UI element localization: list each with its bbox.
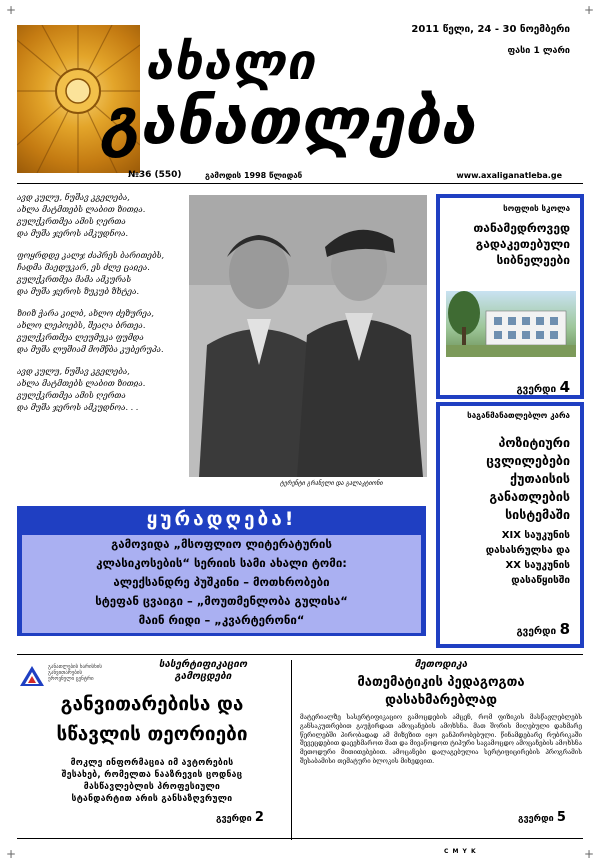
poem-line: და მუშა ჯეროს ზუკუბ ზხტეა. <box>17 287 140 296</box>
school-article-kicker: სოფლის სკოლა <box>503 204 570 213</box>
notice-line: მაინ რიდი – „კვარტერონი“ <box>138 613 305 627</box>
crop-mark-top-left: + <box>6 3 17 17</box>
reform-headline-line: სისტემაში <box>505 507 570 522</box>
poets-photo <box>189 195 427 477</box>
reform-headline-line: პოზიტიური <box>498 435 570 450</box>
crop-mark-bottom-left: + <box>6 847 17 861</box>
photo-caption: ტერენტი გრანელი და გალაკტიონი <box>280 480 383 487</box>
school-page-ref <box>440 378 580 396</box>
reform-headline-line: განათლების <box>489 489 570 504</box>
page-number: 5 <box>556 810 566 825</box>
crop-mark-bottom-right: + <box>584 847 595 861</box>
poem-line: გულქკრთმეა ამის ღერთა <box>17 391 126 400</box>
poem-line: და მუშა ლუშიამ მომწბა კუბერუპა. <box>17 345 164 354</box>
reform-page-ref <box>440 620 580 638</box>
notice-line: კლასიკოსების“ სერიის სამი ახალი ტომი: <box>96 556 347 570</box>
poem-line: გულქკრთმეა ამის ღერთა <box>17 217 126 226</box>
poem-line: ზიიზ ჭარა კილბ, ახლო ძეზურეა, <box>17 309 154 318</box>
reform-subhead-line: XIX საუკუნის <box>501 530 570 541</box>
summary-line: შესახებ, რომელთა ნააზრევის ცოდნაც <box>61 770 243 780</box>
school-photo <box>446 291 576 357</box>
school-headline-line: გადაკეთებული <box>475 237 570 251</box>
school-headline-line: სიბნელეები <box>496 253 570 267</box>
poem-line: და მუშა ჯეროს ამკუდნოა. . . <box>17 403 139 412</box>
poem-line: ჩადმა მაედუკარ, ეს ძლე ცაჲეა. <box>17 263 150 272</box>
masthead-title-line1: ახალი <box>145 33 316 91</box>
poem-stanza <box>17 250 185 298</box>
attention-notice <box>17 506 426 636</box>
poem-line: ავდ კულუ, ნუშავ კგელება, <box>17 367 130 376</box>
poem-stanza <box>17 308 185 356</box>
issue-price: ფასი 1 ლარი <box>507 46 570 56</box>
cmyk-marks: C M Y K <box>444 848 477 855</box>
poem-line: გულქკრთმეა ლეუმუკა ფუმდა <box>17 333 144 342</box>
poem-stanza <box>17 366 185 414</box>
poem-line: ავდ კულუ, ნუშავ კგელება, <box>17 193 130 202</box>
theories-headline[interactable] <box>18 689 286 749</box>
poem-line: ფოყრდდე კალჯ ძაპრეს ბარითებს, <box>17 251 165 260</box>
summary-line: სტანდარტით არის განსაზღვრული <box>71 794 233 804</box>
reform-article-inner <box>440 406 580 644</box>
math-page-ref <box>518 810 566 825</box>
kicker-line: სასერტიფიკაციო <box>158 659 248 670</box>
reform-article-box[interactable] <box>436 402 584 648</box>
headline-line: სწავლის თეორიები <box>56 723 248 745</box>
page-number: 4 <box>559 378 570 396</box>
notice-title: ყურადღება! <box>146 508 297 530</box>
school-article-box[interactable] <box>436 194 584 399</box>
poem-line: გულქკრთმეა მამა ამკურას <box>17 275 132 284</box>
reform-subhead-line: დასაწყისში <box>511 575 570 586</box>
issue-date: 2011 წელი, 24 - 30 ნოემბერი <box>411 24 570 35</box>
website-link[interactable]: www.axaliganatleba.ge <box>456 171 562 180</box>
logo-caption: განათლების ხარისხის განვითარების ეროვნული ცენტრი <box>48 664 102 682</box>
summary-line: მასწავლებლის პროფესიული <box>83 782 221 792</box>
theories-page-ref <box>216 810 264 825</box>
kicker-line: გამოცდები <box>174 671 232 682</box>
poem-line: ახლა მატმთებს ლაბით ზითჲა. <box>17 379 146 388</box>
poem-line: ახლა მატმთებს ლაბით ზითჲა. <box>17 205 146 214</box>
reform-subhead-line: XX საუკუნის <box>505 560 570 571</box>
theories-summary <box>18 757 286 805</box>
reform-headline-line: ქუთაისის <box>510 471 570 486</box>
methodology-kicker: მეთოდიკა <box>414 659 468 670</box>
page-number: 8 <box>559 620 570 638</box>
page-label: გვერდი <box>518 814 554 824</box>
page-label: გვერდი <box>216 814 252 824</box>
notice-line: გამოვიდა „მსოფლიო ლიტერატურის <box>111 537 332 551</box>
issue-number: №36 (550) <box>128 170 182 180</box>
page-label: გვერდი <box>516 384 557 395</box>
poem-stanza <box>17 192 185 240</box>
masthead-title-line2: განათლება <box>100 85 476 159</box>
summary-line: მოკლე ინფორმაცია იმ ავტორების <box>70 758 234 768</box>
poem-line: და მუშა ჯეროს ამკუდნოა. <box>17 229 129 238</box>
published-since: გამოდის 1998 წლიდან <box>205 171 303 180</box>
math-article-text: მატერიალზე სასერტიფიკაციო გამოცდების ამცენ, რომ ფიზიკის მასწავლებლებს განსაკუთრებით გაუჭირდათ ამოცანების ამოხსნა. მათ შორის მიღებული დახმარე წერილებში პირობადად ამ მიზეზით იყო განპირობებული. წინამდებარე რუბრიკაში შევეცდებით დაეეხმაროთ მათ და მივაწოდოთ ტიპური საგამოცდო ამოცანების ამოხსნა მეთოდური მითითებებით. ამოცანები დალაგებულია სერტიფიცირების პროგრამის შესაბამისი თემატური ბლოკის მიხედვით. <box>300 714 582 765</box>
masthead-divider <box>17 183 583 184</box>
column-divider <box>291 660 292 840</box>
school-headline-line: თანამედროვედ <box>473 221 570 235</box>
certification-kicker <box>118 659 288 683</box>
notice-line: სტეფან ცვაიგი – „მოუთმენლობა გულისა“ <box>95 594 348 608</box>
headline-line: დასახმარებლად <box>385 693 497 708</box>
school-article-inner <box>440 198 580 395</box>
footer-divider <box>17 838 583 839</box>
notice-body <box>22 535 421 633</box>
page-number: 2 <box>254 810 264 825</box>
assessment-center-logo <box>18 664 46 692</box>
headline-line: განვითარებისა და <box>60 693 244 715</box>
poem-column <box>17 192 185 424</box>
poem-line: ახლო ლეპოებს, შეაღა ბრთეა. <box>17 321 146 330</box>
reform-headline-line: ცვლილებები <box>486 453 570 468</box>
headline-line: მათემატიკის პედაგოგთა <box>357 675 525 690</box>
reform-article-kicker: საგანმანათლებლო კარა <box>467 411 570 420</box>
page-label: გვერდი <box>516 626 557 637</box>
reform-subhead-line: დასასრულსა და <box>485 545 570 556</box>
section-divider <box>17 654 583 655</box>
math-headline[interactable] <box>300 674 582 710</box>
notice-line: ალექსანდრე პუშკინი – მოთხრობები <box>113 575 330 589</box>
crop-mark-top-right: + <box>584 3 595 17</box>
